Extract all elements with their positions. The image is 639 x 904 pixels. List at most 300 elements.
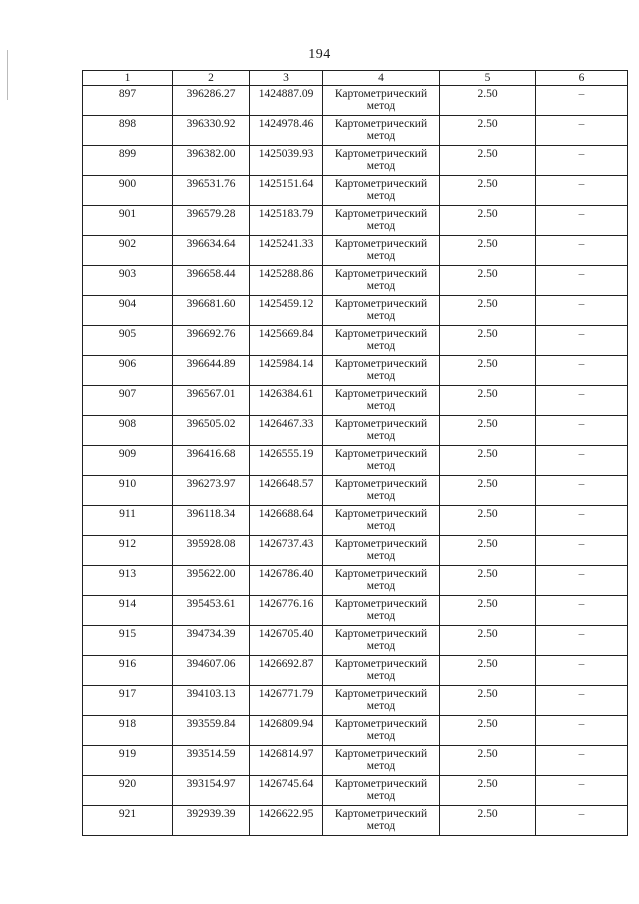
method-line-1: Картометрический bbox=[334, 388, 428, 400]
point-number-cell bbox=[83, 536, 173, 566]
x-coordinate-cell-text: 396286.27 bbox=[186, 88, 236, 100]
point-number-cell-text: 906 bbox=[118, 358, 137, 370]
point-number-cell-text: 902 bbox=[118, 238, 137, 250]
method-cell bbox=[323, 356, 440, 386]
note-cell-text: – bbox=[578, 118, 585, 130]
point-number-cell-text: 909 bbox=[118, 448, 137, 460]
accuracy-cell-text: 2.50 bbox=[477, 718, 498, 730]
method-line-2: метод bbox=[366, 670, 396, 682]
accuracy-cell-text: 2.50 bbox=[477, 178, 498, 190]
accuracy-cell bbox=[440, 746, 536, 776]
method-line-2: метод bbox=[366, 250, 396, 262]
note-cell-text: – bbox=[578, 778, 585, 790]
table-row bbox=[83, 746, 628, 776]
method-text bbox=[323, 476, 439, 502]
coordinates-table bbox=[82, 70, 628, 836]
accuracy-cell bbox=[440, 416, 536, 446]
x-coordinate-cell bbox=[173, 296, 250, 326]
page-number: 194 bbox=[308, 47, 331, 62]
method-line-1: Картометрический bbox=[334, 268, 428, 280]
method-line-2: метод bbox=[366, 700, 396, 712]
y-coordinate-cell bbox=[250, 596, 323, 626]
x-coordinate-cell bbox=[173, 476, 250, 506]
point-number-cell-text: 920 bbox=[118, 778, 137, 790]
accuracy-cell-text: 2.50 bbox=[477, 358, 498, 370]
note-cell bbox=[536, 656, 628, 686]
method-line-1: Картометрический bbox=[334, 328, 428, 340]
point-number-cell bbox=[83, 716, 173, 746]
y-coordinate-cell-text: 1426814.97 bbox=[258, 748, 314, 760]
point-number-cell-text: 913 bbox=[118, 568, 137, 580]
method-line-2: метод bbox=[366, 580, 396, 592]
note-cell-text: – bbox=[578, 88, 585, 100]
accuracy-cell-text: 2.50 bbox=[477, 448, 498, 460]
accuracy-cell-text: 2.50 bbox=[477, 118, 498, 130]
method-cell bbox=[323, 746, 440, 776]
note-cell-text: – bbox=[578, 358, 585, 370]
method-line-1: Картометрический bbox=[334, 688, 428, 700]
table-row bbox=[83, 686, 628, 716]
accuracy-cell bbox=[440, 686, 536, 716]
y-coordinate-cell bbox=[250, 626, 323, 656]
method-line-1: Картометрический bbox=[334, 118, 428, 130]
table-row bbox=[83, 146, 628, 176]
note-cell-text: – bbox=[578, 208, 585, 220]
x-coordinate-cell-text: 396382.00 bbox=[186, 148, 236, 160]
table-row bbox=[83, 116, 628, 146]
accuracy-cell bbox=[440, 386, 536, 416]
method-cell bbox=[323, 806, 440, 836]
point-number-cell bbox=[83, 776, 173, 806]
method-text bbox=[323, 386, 439, 412]
x-coordinate-cell-text: 395622.00 bbox=[186, 568, 236, 580]
table-header-row bbox=[83, 71, 628, 86]
accuracy-cell bbox=[440, 656, 536, 686]
method-line-2: метод bbox=[366, 490, 396, 502]
x-coordinate-cell-text: 396273.97 bbox=[186, 478, 236, 490]
method-cell bbox=[323, 716, 440, 746]
point-number-cell bbox=[83, 86, 173, 116]
method-text bbox=[323, 116, 439, 142]
note-cell bbox=[536, 566, 628, 596]
x-coordinate-cell bbox=[173, 536, 250, 566]
column-header-3: 3 bbox=[250, 71, 323, 86]
method-line-2: метод bbox=[366, 400, 396, 412]
table-row bbox=[83, 716, 628, 746]
method-line-1: Картометрический bbox=[334, 628, 428, 640]
x-coordinate-cell-text: 396330.92 bbox=[186, 118, 236, 130]
method-line-1: Картометрический bbox=[334, 568, 428, 580]
method-text bbox=[323, 266, 439, 292]
y-coordinate-cell bbox=[250, 566, 323, 596]
accuracy-cell-text: 2.50 bbox=[477, 598, 498, 610]
method-line-2: метод bbox=[366, 130, 396, 142]
y-coordinate-cell bbox=[250, 176, 323, 206]
note-cell bbox=[536, 326, 628, 356]
method-line-2: метод bbox=[366, 610, 396, 622]
x-coordinate-cell bbox=[173, 626, 250, 656]
method-line-1: Картометрический bbox=[334, 598, 428, 610]
method-cell bbox=[323, 296, 440, 326]
method-line-1: Картометрический bbox=[334, 448, 428, 460]
table-row bbox=[83, 476, 628, 506]
x-coordinate-cell bbox=[173, 506, 250, 536]
accuracy-cell bbox=[440, 506, 536, 536]
table-row bbox=[83, 416, 628, 446]
point-number-cell-text: 898 bbox=[118, 118, 137, 130]
method-cell bbox=[323, 386, 440, 416]
note-cell bbox=[536, 206, 628, 236]
y-coordinate-cell bbox=[250, 416, 323, 446]
note-cell-text: – bbox=[578, 688, 585, 700]
y-coordinate-cell bbox=[250, 86, 323, 116]
method-text bbox=[323, 716, 439, 742]
table-row bbox=[83, 266, 628, 296]
y-coordinate-cell bbox=[250, 446, 323, 476]
method-line-2: метод bbox=[366, 520, 396, 532]
note-cell bbox=[536, 626, 628, 656]
point-number-cell bbox=[83, 596, 173, 626]
method-text bbox=[323, 206, 439, 232]
note-cell bbox=[536, 686, 628, 716]
note-cell-text: – bbox=[578, 178, 585, 190]
y-coordinate-cell-text: 1426622.95 bbox=[258, 808, 314, 820]
x-coordinate-cell bbox=[173, 716, 250, 746]
accuracy-cell bbox=[440, 296, 536, 326]
accuracy-cell-text: 2.50 bbox=[477, 478, 498, 490]
y-coordinate-cell bbox=[250, 296, 323, 326]
point-number-cell bbox=[83, 476, 173, 506]
method-line-1: Картометрический bbox=[334, 298, 428, 310]
note-cell bbox=[536, 806, 628, 836]
method-line-2: метод bbox=[366, 730, 396, 742]
note-cell-text: – bbox=[578, 598, 585, 610]
note-cell-text: – bbox=[578, 268, 585, 280]
method-line-1: Картометрический bbox=[334, 718, 428, 730]
point-number-cell bbox=[83, 116, 173, 146]
point-number-cell-text: 912 bbox=[118, 538, 137, 550]
method-line-2: метод bbox=[366, 340, 396, 352]
y-coordinate-cell-text: 1426688.64 bbox=[258, 508, 314, 520]
note-cell bbox=[536, 296, 628, 326]
method-line-2: метод bbox=[366, 100, 396, 112]
note-cell bbox=[536, 416, 628, 446]
x-coordinate-cell-text: 396692.76 bbox=[186, 328, 236, 340]
method-cell bbox=[323, 596, 440, 626]
y-coordinate-cell-text: 1426384.61 bbox=[258, 388, 314, 400]
y-coordinate-cell-text: 1424978.46 bbox=[258, 118, 314, 130]
note-cell-text: – bbox=[578, 418, 585, 430]
method-line-1: Картометрический bbox=[334, 748, 428, 760]
point-number-cell bbox=[83, 266, 173, 296]
accuracy-cell bbox=[440, 476, 536, 506]
x-coordinate-cell bbox=[173, 176, 250, 206]
x-coordinate-cell-text: 394734.39 bbox=[186, 628, 236, 640]
method-line-1: Картометрический bbox=[334, 658, 428, 670]
point-number-cell-text: 901 bbox=[118, 208, 137, 220]
accuracy-cell bbox=[440, 566, 536, 596]
method-line-1: Картометрический bbox=[334, 538, 428, 550]
method-text bbox=[323, 566, 439, 592]
method-line-2: метод bbox=[366, 160, 396, 172]
accuracy-cell bbox=[440, 236, 536, 266]
method-cell bbox=[323, 416, 440, 446]
accuracy-cell bbox=[440, 596, 536, 626]
y-coordinate-cell bbox=[250, 506, 323, 536]
x-coordinate-cell bbox=[173, 656, 250, 686]
x-coordinate-cell-text: 396505.02 bbox=[186, 418, 236, 430]
accuracy-cell-text: 2.50 bbox=[477, 328, 498, 340]
x-coordinate-cell bbox=[173, 266, 250, 296]
method-line-1: Картометрический bbox=[334, 808, 428, 820]
y-coordinate-cell bbox=[250, 716, 323, 746]
accuracy-cell-text: 2.50 bbox=[477, 658, 498, 670]
accuracy-cell-text: 2.50 bbox=[477, 778, 498, 790]
accuracy-cell-text: 2.50 bbox=[477, 568, 498, 580]
x-coordinate-cell bbox=[173, 86, 250, 116]
method-text bbox=[323, 296, 439, 322]
method-line-1: Картометрический bbox=[334, 148, 428, 160]
y-coordinate-cell bbox=[250, 116, 323, 146]
y-coordinate-cell-text: 1426776.16 bbox=[258, 598, 314, 610]
point-number-cell-text: 918 bbox=[118, 718, 137, 730]
note-cell-text: – bbox=[578, 388, 585, 400]
table-row bbox=[83, 236, 628, 266]
note-cell bbox=[536, 596, 628, 626]
y-coordinate-cell-text: 1425984.14 bbox=[258, 358, 314, 370]
method-text bbox=[323, 596, 439, 622]
method-text bbox=[323, 236, 439, 262]
x-coordinate-cell-text: 396567.01 bbox=[186, 388, 236, 400]
y-coordinate-cell-text: 1426771.79 bbox=[258, 688, 314, 700]
accuracy-cell-text: 2.50 bbox=[477, 268, 498, 280]
x-coordinate-cell-text: 392939.39 bbox=[186, 808, 236, 820]
table-row bbox=[83, 626, 628, 656]
note-cell-text: – bbox=[578, 478, 585, 490]
x-coordinate-cell-text: 393514.59 bbox=[186, 748, 236, 760]
point-number-cell bbox=[83, 746, 173, 776]
table-row bbox=[83, 506, 628, 536]
x-coordinate-cell bbox=[173, 566, 250, 596]
method-line-2: метод bbox=[366, 430, 396, 442]
point-number-cell-text: 907 bbox=[118, 388, 137, 400]
x-coordinate-cell-text: 396579.28 bbox=[186, 208, 236, 220]
y-coordinate-cell-text: 1426705.40 bbox=[258, 628, 314, 640]
y-coordinate-cell bbox=[250, 776, 323, 806]
table-row bbox=[83, 536, 628, 566]
x-coordinate-cell bbox=[173, 746, 250, 776]
note-cell bbox=[536, 506, 628, 536]
note-cell bbox=[536, 476, 628, 506]
point-number-cell bbox=[83, 416, 173, 446]
method-line-1: Картометрический bbox=[334, 178, 428, 190]
x-coordinate-cell bbox=[173, 386, 250, 416]
method-text bbox=[323, 506, 439, 532]
method-line-2: метод bbox=[366, 820, 396, 832]
x-coordinate-cell-text: 396658.44 bbox=[186, 268, 236, 280]
y-coordinate-cell-text: 1426692.87 bbox=[258, 658, 314, 670]
method-text bbox=[323, 86, 439, 112]
column-header-6: 6 bbox=[536, 71, 628, 86]
point-number-cell bbox=[83, 206, 173, 236]
accuracy-cell-text: 2.50 bbox=[477, 148, 498, 160]
x-coordinate-cell-text: 394607.06 bbox=[186, 658, 236, 670]
point-number-cell-text: 915 bbox=[118, 628, 137, 640]
point-number-cell-text: 917 bbox=[118, 688, 137, 700]
y-coordinate-cell bbox=[250, 356, 323, 386]
table-row bbox=[83, 206, 628, 236]
method-cell bbox=[323, 236, 440, 266]
note-cell bbox=[536, 746, 628, 776]
x-coordinate-cell-text: 396644.89 bbox=[186, 358, 236, 370]
point-number-cell-text: 916 bbox=[118, 658, 137, 670]
note-cell bbox=[536, 446, 628, 476]
note-cell bbox=[536, 86, 628, 116]
x-coordinate-cell-text: 393154.97 bbox=[186, 778, 236, 790]
accuracy-cell-text: 2.50 bbox=[477, 628, 498, 640]
table-row bbox=[83, 656, 628, 686]
method-text bbox=[323, 446, 439, 472]
method-line-1: Картометрический bbox=[334, 778, 428, 790]
method-line-1: Картометрический bbox=[334, 478, 428, 490]
method-line-2: метод bbox=[366, 190, 396, 202]
y-coordinate-cell-text: 1425151.64 bbox=[258, 178, 314, 190]
accuracy-cell bbox=[440, 146, 536, 176]
method-text bbox=[323, 626, 439, 652]
note-cell-text: – bbox=[578, 748, 585, 760]
note-cell-text: – bbox=[578, 298, 585, 310]
note-cell-text: – bbox=[578, 568, 585, 580]
y-coordinate-cell-text: 1425241.33 bbox=[258, 238, 314, 250]
note-cell bbox=[536, 536, 628, 566]
y-coordinate-cell bbox=[250, 146, 323, 176]
method-line-2: метод bbox=[366, 550, 396, 562]
point-number-cell bbox=[83, 386, 173, 416]
method-cell bbox=[323, 476, 440, 506]
point-number-cell bbox=[83, 626, 173, 656]
table-body bbox=[83, 86, 628, 836]
table-row bbox=[83, 806, 628, 836]
method-cell bbox=[323, 146, 440, 176]
point-number-cell bbox=[83, 806, 173, 836]
method-text bbox=[323, 746, 439, 772]
accuracy-cell bbox=[440, 176, 536, 206]
point-number-cell-text: 919 bbox=[118, 748, 137, 760]
x-coordinate-cell bbox=[173, 416, 250, 446]
y-coordinate-cell-text: 1425459.12 bbox=[258, 298, 314, 310]
method-text bbox=[323, 686, 439, 712]
x-coordinate-cell bbox=[173, 326, 250, 356]
point-number-cell bbox=[83, 296, 173, 326]
column-header-4: 4 bbox=[323, 71, 440, 86]
x-coordinate-cell bbox=[173, 356, 250, 386]
table-row bbox=[83, 386, 628, 416]
point-number-cell bbox=[83, 686, 173, 716]
x-coordinate-cell-text: 395928.08 bbox=[186, 538, 236, 550]
method-cell bbox=[323, 686, 440, 716]
method-text bbox=[323, 146, 439, 172]
point-number-cell bbox=[83, 356, 173, 386]
method-text bbox=[323, 326, 439, 352]
accuracy-cell-text: 2.50 bbox=[477, 538, 498, 550]
y-coordinate-cell bbox=[250, 206, 323, 236]
y-coordinate-cell-text: 1426737.43 bbox=[258, 538, 314, 550]
accuracy-cell bbox=[440, 356, 536, 386]
note-cell-text: – bbox=[578, 238, 585, 250]
x-coordinate-cell-text: 396634.64 bbox=[186, 238, 236, 250]
table-row bbox=[83, 446, 628, 476]
accuracy-cell-text: 2.50 bbox=[477, 418, 498, 430]
method-cell bbox=[323, 176, 440, 206]
method-cell bbox=[323, 446, 440, 476]
table-row bbox=[83, 776, 628, 806]
table-row bbox=[83, 176, 628, 206]
y-coordinate-cell-text: 1425183.79 bbox=[258, 208, 314, 220]
y-coordinate-cell bbox=[250, 236, 323, 266]
y-coordinate-cell-text: 1426555.19 bbox=[258, 448, 314, 460]
note-cell bbox=[536, 236, 628, 266]
y-coordinate-cell-text: 1425288.86 bbox=[258, 268, 314, 280]
note-cell-text: – bbox=[578, 808, 585, 820]
x-coordinate-cell-text: 396531.76 bbox=[186, 178, 236, 190]
y-coordinate-cell bbox=[250, 386, 323, 416]
note-cell bbox=[536, 116, 628, 146]
point-number-cell-text: 911 bbox=[119, 508, 136, 520]
method-line-1: Картометрический bbox=[334, 88, 428, 100]
table-row bbox=[83, 326, 628, 356]
accuracy-cell-text: 2.50 bbox=[477, 298, 498, 310]
x-coordinate-cell-text: 395453.61 bbox=[186, 598, 236, 610]
accuracy-cell bbox=[440, 206, 536, 236]
y-coordinate-cell-text: 1424887.09 bbox=[258, 88, 314, 100]
accuracy-cell bbox=[440, 116, 536, 146]
method-line-2: метод bbox=[366, 310, 396, 322]
accuracy-cell-text: 2.50 bbox=[477, 808, 498, 820]
x-coordinate-cell-text: 396681.60 bbox=[186, 298, 236, 310]
x-coordinate-cell-text: 396118.34 bbox=[186, 508, 236, 520]
x-coordinate-cell bbox=[173, 806, 250, 836]
point-number-cell-text: 921 bbox=[118, 808, 137, 820]
accuracy-cell bbox=[440, 326, 536, 356]
note-cell bbox=[536, 386, 628, 416]
y-coordinate-cell-text: 1425669.84 bbox=[258, 328, 314, 340]
method-line-1: Картометрический bbox=[334, 508, 428, 520]
y-coordinate-cell-text: 1426809.94 bbox=[258, 718, 314, 730]
note-cell bbox=[536, 176, 628, 206]
method-text bbox=[323, 776, 439, 802]
point-number-cell bbox=[83, 176, 173, 206]
y-coordinate-cell bbox=[250, 746, 323, 776]
column-header-2: 2 bbox=[173, 71, 250, 86]
method-line-2: метод bbox=[366, 760, 396, 772]
method-text bbox=[323, 656, 439, 682]
x-coordinate-cell bbox=[173, 206, 250, 236]
accuracy-cell bbox=[440, 86, 536, 116]
point-number-cell bbox=[83, 326, 173, 356]
method-text bbox=[323, 806, 439, 832]
accuracy-cell bbox=[440, 806, 536, 836]
note-cell bbox=[536, 266, 628, 296]
accuracy-cell bbox=[440, 266, 536, 296]
y-coordinate-cell-text: 1426786.40 bbox=[258, 568, 314, 580]
y-coordinate-cell-text: 1426745.64 bbox=[258, 778, 314, 790]
x-coordinate-cell bbox=[173, 596, 250, 626]
point-number-cell-text: 914 bbox=[118, 598, 137, 610]
x-coordinate-cell bbox=[173, 446, 250, 476]
point-number-cell bbox=[83, 566, 173, 596]
y-coordinate-cell-text: 1425039.93 bbox=[258, 148, 314, 160]
point-number-cell-text: 905 bbox=[118, 328, 137, 340]
